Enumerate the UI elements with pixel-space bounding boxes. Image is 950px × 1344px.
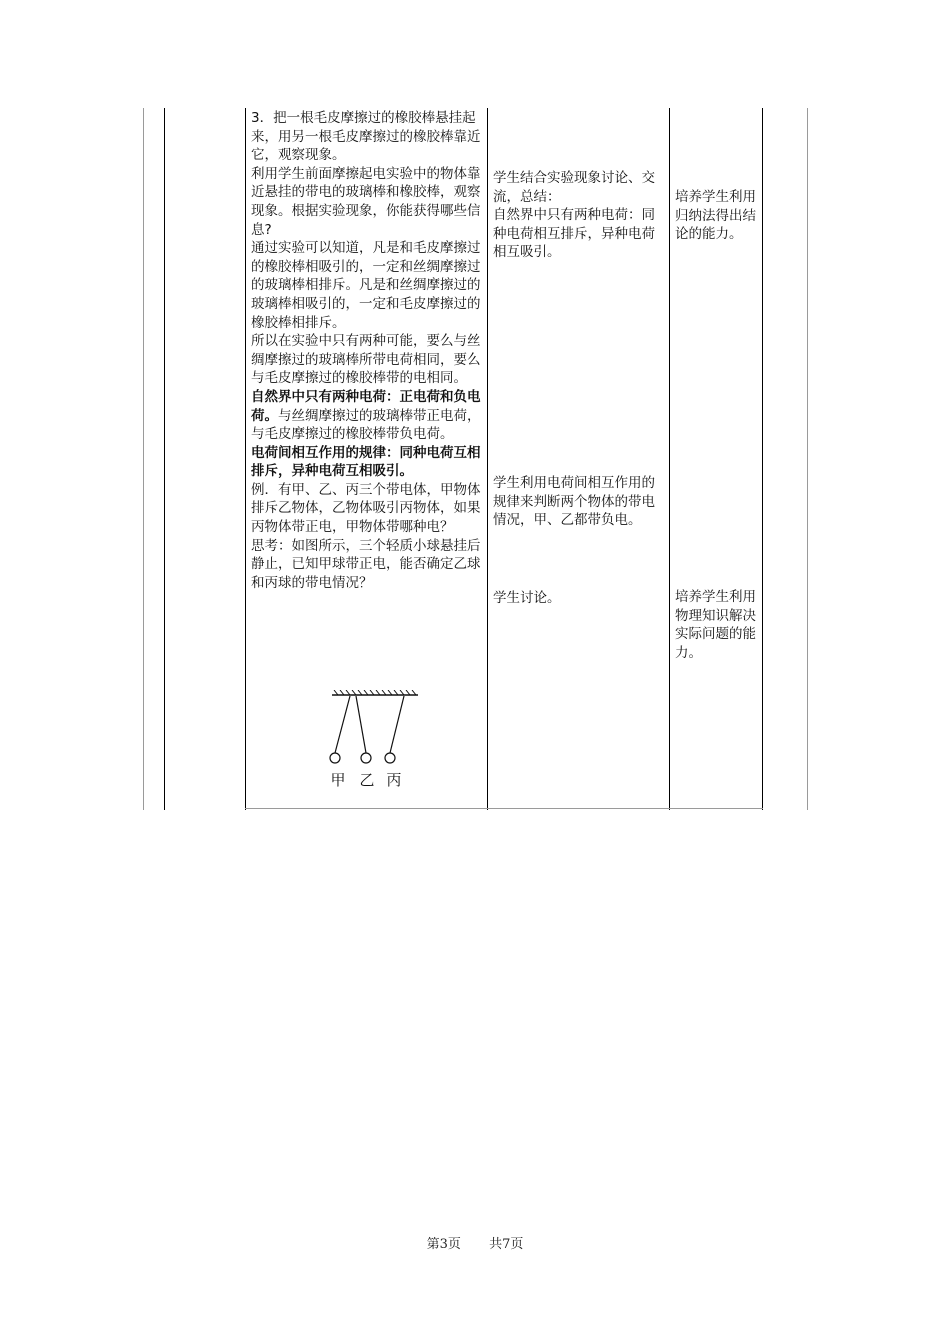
example-paragraph: 例．有甲、乙、丙三个带电体，甲物体排斥乙物体，乙物体吸引丙物体，如果丙物体带正电，甲物体带哪种电？ bbox=[251, 481, 481, 536]
content-paragraph: 3．把一根毛皮摩擦过的橡胶棒悬挂起来，用另一根毛皮摩擦过的橡胶棒靠近它，观察现象。 bbox=[251, 110, 481, 164]
content-paragraph: 通过实验可以知道，凡是和毛皮摩擦过的橡胶棒相吸引的，一定和丝绸摩擦过的玻璃棒相排斥。凡是和丝绸摩擦过的玻璃棒相吸引的，一定和毛皮摩擦过的橡胶棒相排斥。 bbox=[251, 240, 481, 331]
ball-label-jia: 甲 bbox=[330, 771, 346, 789]
table-border-inner-left bbox=[164, 108, 165, 810]
design-intent-block-2 bbox=[675, 588, 759, 662]
student-activity-block-1 bbox=[493, 169, 663, 262]
table-border-outer-right bbox=[807, 108, 808, 810]
ball-label-bing: 丙 bbox=[386, 771, 402, 789]
ball-bing bbox=[385, 753, 395, 763]
page-number: 第3页 bbox=[426, 1237, 461, 1252]
table-border-inner-right bbox=[762, 108, 763, 810]
nature-charges-rest: 与丝绸摩擦过的玻璃棒带正电荷，与毛皮摩擦过的橡胶棒带负电荷。 bbox=[251, 407, 481, 443]
ball-yi-string bbox=[356, 696, 366, 753]
nature-charges-paragraph bbox=[251, 388, 481, 444]
design-intent-text: 培养学生利用归纳法得出结论的能力。 bbox=[675, 189, 756, 243]
charge-rule-paragraph: 电荷间相互作用的规律：同种电荷互相排斥，异种电荷互相吸引。 bbox=[251, 444, 481, 480]
design-intent-cell bbox=[675, 109, 759, 809]
ball-jia bbox=[330, 753, 340, 763]
table-border-intent-left bbox=[669, 108, 670, 810]
page-total: 共7页 bbox=[489, 1237, 524, 1252]
ball-bing-string bbox=[390, 696, 404, 753]
ball-jia-string bbox=[335, 696, 350, 753]
table-border-outer-left bbox=[143, 108, 144, 810]
student-activity-text: 学生结合实验现象讨论、交流，总结： bbox=[493, 170, 655, 205]
ball-yi bbox=[361, 753, 371, 763]
teaching-content-cell bbox=[251, 109, 481, 592]
student-activity-text: 自然界中只有两种电荷：同种电荷相互排斥，异种电荷相互吸引。 bbox=[493, 207, 655, 261]
student-activity-text: 学生利用电荷间相互作用的规律来判断两个物体的带电情况，甲、乙都带负电。 bbox=[493, 475, 655, 529]
ball-label-yi: 乙 bbox=[359, 771, 375, 789]
three-balls-diagram bbox=[320, 690, 420, 790]
think-paragraph: 思考：如图所示，三个轻质小球悬挂后静止，已知甲球带正电，能否确定乙球和丙球的带电情况？ bbox=[251, 537, 481, 591]
content-paragraph: 所以在实验中只有两种可能，要么与丝绸摩擦过的玻璃棒所带电荷相同，要么与毛皮摩擦过的橡胶棒带的电相同。 bbox=[251, 333, 481, 387]
content-paragraph: 利用学生前面摩擦起电实验中的物体靠近悬挂的带电的玻璃棒和橡胶棒，观察现象。根据实验现象，你能获得哪些信息? bbox=[251, 165, 481, 238]
table-border-student-left bbox=[487, 108, 488, 810]
student-activity-text: 学生讨论。 bbox=[493, 590, 561, 606]
student-activity-cell bbox=[493, 109, 663, 809]
page-footer bbox=[0, 1233, 950, 1252]
student-activity-block-2 bbox=[493, 474, 663, 530]
table-border-content-left bbox=[245, 108, 246, 810]
pendulum-figure bbox=[320, 690, 420, 790]
design-intent-block-1 bbox=[675, 188, 759, 244]
design-intent-text: 培养学生利用物理知识解决实际问题的能力。 bbox=[675, 589, 756, 661]
nature-charges-bold: 自然界中只有两种电荷：正电荷和负电荷。 bbox=[251, 388, 481, 424]
student-activity-block-3 bbox=[493, 589, 663, 608]
